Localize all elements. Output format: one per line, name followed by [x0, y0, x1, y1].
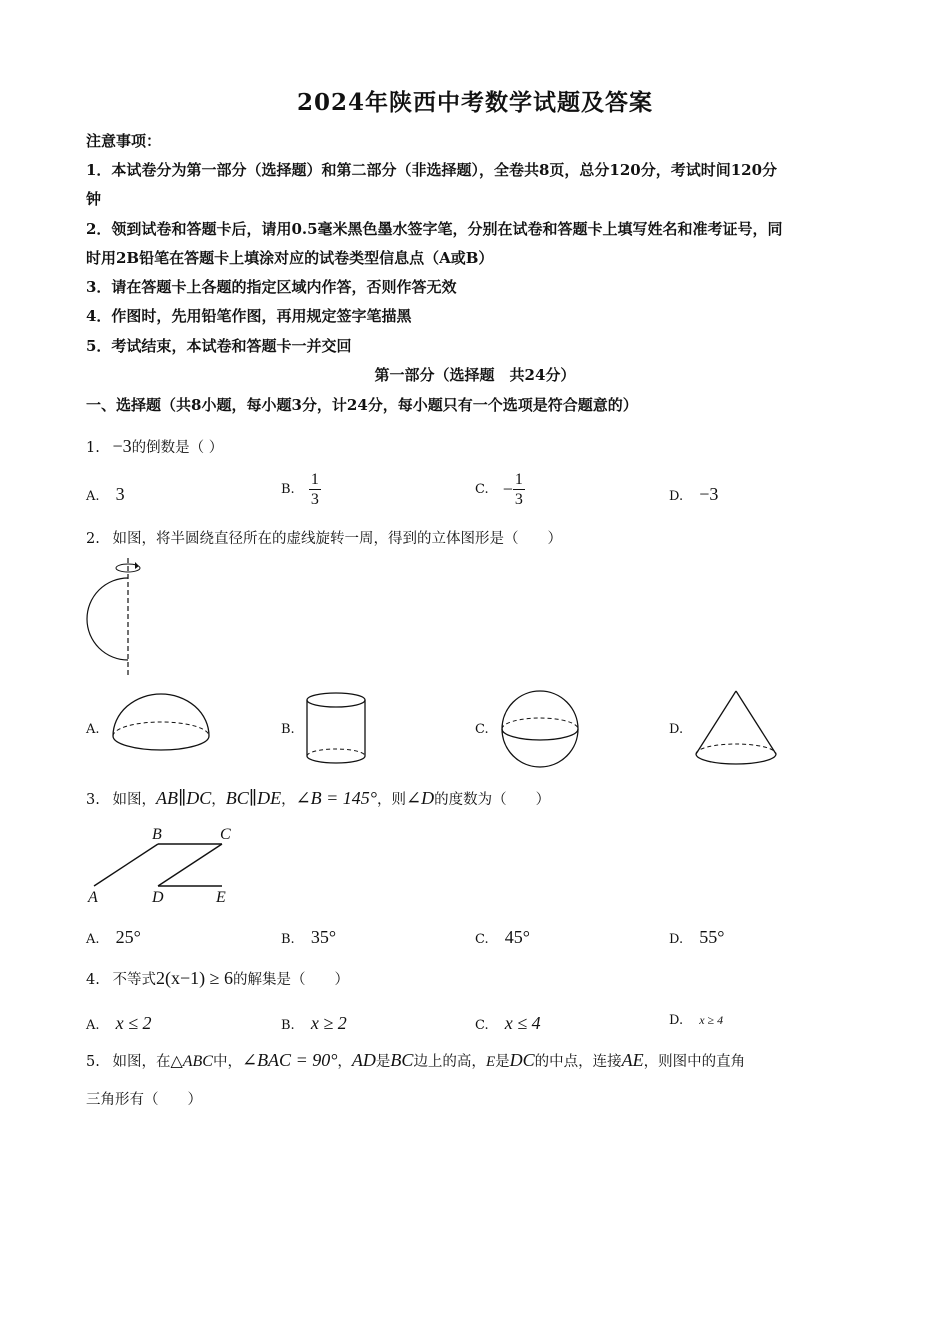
q4-option-b — [281, 1013, 347, 1034]
q5-text-h: ，则图中的直角 — [643, 1054, 746, 1070]
q1-option-d — [669, 484, 718, 505]
q5-angle-bac: ∠BAC = 90° — [241, 1050, 338, 1070]
q1-option-d-value: −3 — [699, 484, 719, 504]
q3-label-e: E — [216, 889, 226, 906]
q1-number: 1. — [86, 440, 100, 456]
q3-option-d-value: 55° — [699, 927, 725, 947]
notice-item-5: 5．考试结束，本试卷和答题卡一并交回 — [86, 337, 352, 355]
q1-option-b-fraction — [309, 470, 321, 509]
q1-value: −3 — [112, 436, 132, 456]
q5-stem-line2: 三角形有（ ） — [86, 1092, 202, 1108]
q2-number: 2. — [86, 531, 100, 547]
q2-stem — [86, 527, 562, 548]
q3-option-a-letter: A. — [86, 932, 100, 947]
q3-angle-d: ∠D — [406, 788, 435, 808]
q5-dc: DC — [509, 1050, 535, 1070]
q3-option-c-value: 45° — [504, 927, 530, 947]
q1-stem — [86, 436, 223, 457]
q3-label-b: B — [152, 826, 162, 843]
notice-item-3: 3．请在答题卡上各题的指定区域内作答，否则作答无效 — [86, 278, 457, 296]
q2-semicircle-figure — [80, 556, 160, 680]
q5-stem-line1 — [86, 1050, 745, 1071]
q1-option-c — [475, 470, 525, 509]
notice-item-2-cont: 时用2B铅笔在答题卡上填涂对应的试卷类型信息点（A或B） — [86, 249, 494, 267]
q3-mid: ，则 — [377, 792, 406, 808]
q4-option-d-value: x ≥ 4 — [699, 1013, 724, 1027]
q5-e: E — [485, 1054, 496, 1070]
q1-option-c-fraction — [513, 470, 525, 509]
q1-option-c-denominator: 3 — [514, 491, 523, 508]
notice-item-1-cont: 钟 — [86, 190, 102, 208]
q1-option-a-value: 3 — [115, 484, 125, 504]
q2-option-c-letter: C. — [475, 722, 489, 737]
q5-text-c: ， — [337, 1054, 352, 1070]
q3-number: 3. — [86, 792, 100, 808]
notice-item-4: 4．作图时，先用铅笔作图，再用规定签字笔描黑 — [86, 307, 412, 325]
q5-text-f: 是 — [495, 1054, 510, 1070]
q3-option-c — [475, 927, 530, 948]
q1-option-b-denominator: 3 — [310, 491, 319, 508]
q5-text-g: 的中点，连接 — [534, 1054, 622, 1070]
q3-label-a: A — [88, 889, 98, 906]
q1-option-a-letter: A. — [86, 489, 100, 504]
q3-cond-ab-dc: AB∥DC — [155, 788, 212, 808]
q3-cond-angle-b: ∠B = 145° — [295, 788, 377, 808]
q1-option-c-letter: C. — [475, 482, 489, 497]
q2-option-a-hemisphere — [108, 690, 214, 762]
q2-option-a-letter: A. — [86, 722, 100, 737]
notice-heading: 注意事项： — [86, 132, 162, 150]
q2-option-d-letter: D. — [669, 722, 684, 737]
q4-option-d-letter: D. — [669, 1013, 684, 1028]
q4-option-b-value: x ≥ 2 — [310, 1013, 347, 1033]
notice-item-1: 1．本试卷分为第一部分（选择题）和第二部分（非选择题），全卷共8页，总分120分，考试时间120分 — [86, 161, 778, 179]
q4-option-a-value: x ≤ 2 — [115, 1013, 152, 1033]
q2-option-c-sphere — [498, 688, 582, 770]
q3-option-a-value: 25° — [115, 927, 141, 947]
q3-option-b-letter: B. — [281, 932, 295, 947]
section1-heading: 一、选择题（共8小题，每小题3分，计24分，每小题只有一个选项是符合题意的） — [86, 396, 638, 414]
q1-option-c-sign: − — [502, 479, 513, 499]
page-title: 2024年陕西中考数学试题及答案 — [296, 89, 653, 116]
q4-stem — [86, 968, 349, 989]
q1-text: 的倒数是（ ） — [131, 440, 224, 456]
q4-option-c — [475, 1013, 541, 1034]
q2-text: 如图，将半圆绕直径所在的虚线旋转一周，得到的立体图形是（ ） — [112, 531, 562, 547]
q5-text-a: 如图，在 — [112, 1054, 171, 1070]
q5-bc: BC — [390, 1050, 414, 1070]
q5-text-d: 是 — [375, 1054, 391, 1070]
q3-option-c-letter: C. — [475, 932, 489, 947]
q1-option-c-numerator: 1 — [514, 471, 523, 488]
q4-option-d — [669, 1013, 723, 1028]
q5-ad: AD — [351, 1050, 376, 1070]
q3-cond-bc-de: BC∥DE — [225, 788, 282, 808]
q4-number: 4. — [86, 972, 100, 988]
q2-option-b-cylinder — [300, 690, 372, 768]
notice-item-2: 2．领到试卷和答题卡后，请用0.5毫米黑色墨水签字笔，分别在试卷和答题卡上填写姓名和准考证号，同 — [86, 220, 783, 238]
q5-number: 5. — [86, 1054, 100, 1070]
q2-option-b-letter: B. — [281, 722, 295, 737]
q5-text-e: 边上的高， — [413, 1054, 486, 1070]
q1-option-d-letter: D. — [669, 489, 684, 504]
q3-stem: 3. 如图，AB∥DC，BC∥DE，∠B = 145°，则∠D的度数为（ ） — [86, 788, 551, 808]
q5-triangle: △ABC — [170, 1053, 213, 1070]
q4-expression: 2(x−1) ≥ 6 — [155, 968, 233, 988]
q2-option-d-cone — [692, 688, 782, 770]
q1-option-b-numerator: 1 — [310, 471, 319, 488]
q5-ae: AE — [621, 1050, 644, 1070]
q4-option-b-letter: B. — [281, 1018, 295, 1033]
q3-option-b — [281, 927, 336, 948]
q4-option-a — [86, 1013, 152, 1034]
q3-option-a — [86, 927, 141, 948]
q3-option-d — [669, 927, 724, 948]
q5-text-b: 中， — [212, 1054, 242, 1070]
q4-pre: 不等式 — [112, 972, 156, 988]
q3-option-d-letter: D. — [669, 932, 684, 947]
q4-option-a-letter: A. — [86, 1018, 100, 1033]
q3-pre: 如图， — [112, 792, 156, 808]
q4-option-c-letter: C. — [475, 1018, 489, 1033]
q4-option-c-value: x ≤ 4 — [504, 1013, 541, 1033]
q1-option-b — [281, 470, 321, 509]
q4-post: 的解集是（ ） — [232, 972, 349, 988]
q3-label-c: C — [220, 826, 231, 843]
q3-label-d: D — [152, 889, 164, 906]
q3-post: 的度数为（ ） — [434, 792, 551, 808]
q3-option-b-value: 35° — [310, 927, 337, 947]
q1-option-b-letter: B. — [281, 482, 295, 497]
q1-option-a — [86, 484, 125, 505]
part1-heading: 第一部分（选择题 共24分） — [374, 366, 576, 384]
